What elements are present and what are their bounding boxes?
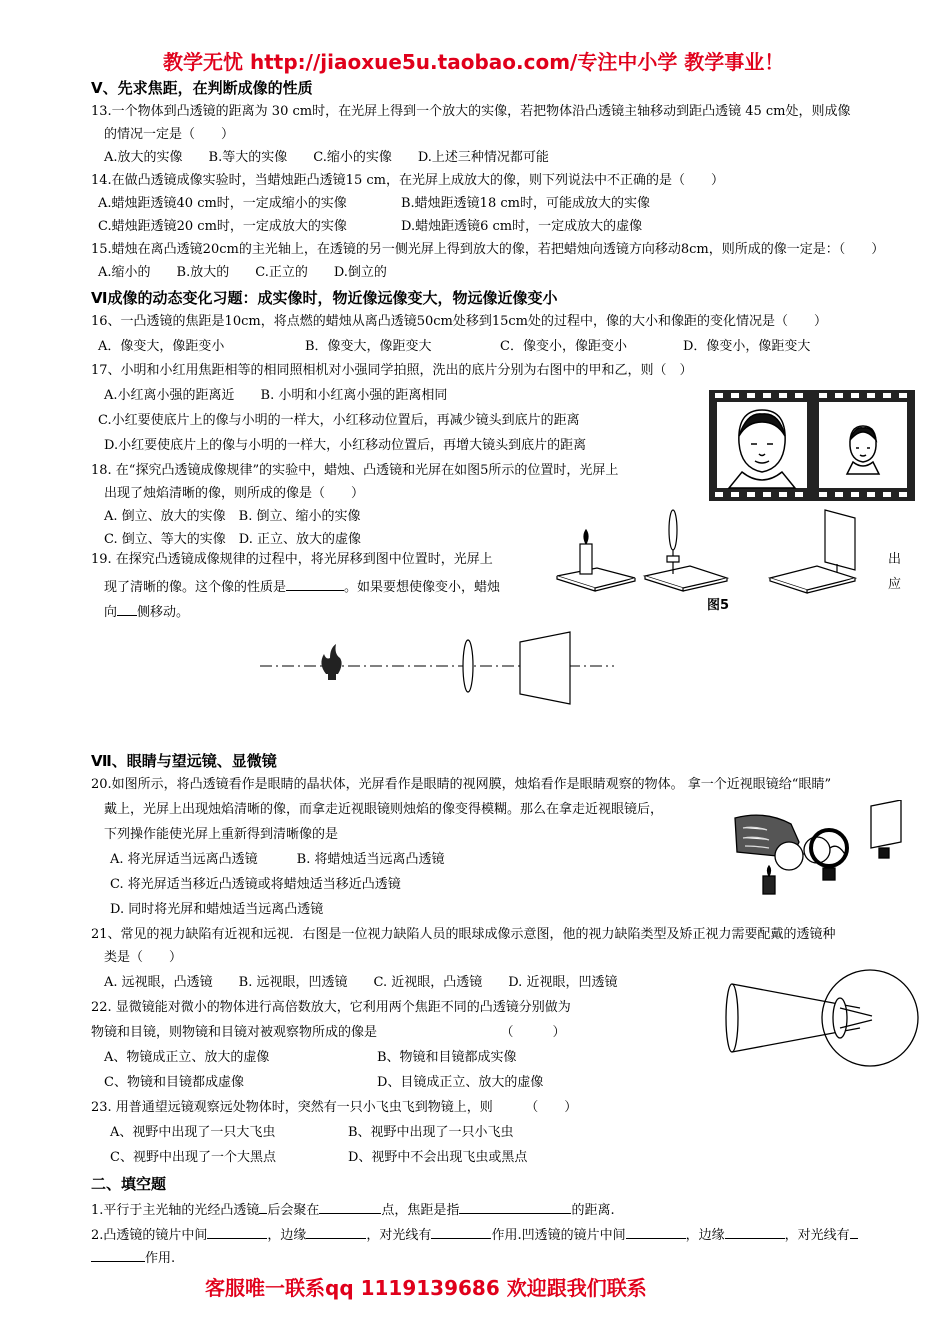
q20-option-c: C. 将光屏适当移近凸透镜或将蜡烛适当移近凸透镜 xyxy=(110,877,401,892)
q22-option-d: D、目镜成正立、放大的虚像 xyxy=(377,1075,544,1090)
fill2-text-2: ，边缘 xyxy=(267,1228,307,1243)
q14-option-d: D.蜡烛距透镜6 cm时，一定成放大的虚像 xyxy=(401,219,643,234)
fill2-text-3: ，对光线有 xyxy=(366,1228,432,1243)
q22-option-b: B、物镜和目镜都成实像 xyxy=(377,1050,517,1065)
q21-line2: 类是（ ） xyxy=(104,950,183,965)
fill1-text-1: 1.平行于主光轴的光经凸透镜 xyxy=(91,1203,260,1218)
q13-line2: 的情况一定是（ ） xyxy=(104,127,235,142)
q22-option-c: C、物镜和目镜都成虚像 xyxy=(104,1075,244,1090)
q23-option-b: B、视野中出现了一只小飞虫 xyxy=(348,1125,514,1140)
q19-line2-end: 应 xyxy=(888,577,902,592)
q19-line1: 19. 在探究凸透镜成像规律的过程中，将光屏移到图中位置时，光屏上 xyxy=(91,552,493,567)
section-5-title: Ⅴ、先求焦距，在判断成像的性质 xyxy=(91,79,313,97)
q15-options: A.缩小的 B.放大的 C.正立的 D.倒立的 xyxy=(98,265,387,280)
fill2-blank-5[interactable] xyxy=(725,1224,785,1239)
q20-option-ab: A. 将光屏适当远离凸透镜 B. 将蜡烛适当远离凸透镜 xyxy=(110,852,445,867)
q14-option-b: B.蜡烛距透镜18 cm时，可能成放大的实像 xyxy=(401,196,650,211)
footer-contact: 客服唯一联系qq 1119139686 欢迎跟我们联系 xyxy=(205,1276,647,1300)
q19-text-c: 向 xyxy=(104,605,118,620)
q21-options: A. 远视眼，凸透镜 B. 远视眼，凹透镜 C. 近视眼，凸透镜 D. 近视眼，凹透镜 xyxy=(104,975,618,990)
q20-line3: 下列操作能使光屏上重新得到清晰像的是 xyxy=(104,827,339,842)
fill2-text-6: ，对光线有 xyxy=(784,1228,850,1243)
q18-option-ab: A. 倒立、放大的实像 B. 倒立、缩小的实像 xyxy=(104,509,361,524)
q20-line2: 戴上，光屏上出现烛焰清晰的像，而拿走近视眼镜则烛焰的像变得模糊。那么在拿走近视眼镜后， xyxy=(104,802,664,817)
q14-option-c: C.蜡烛距透镜20 cm时，一定成放大的实像 xyxy=(98,219,347,234)
q22-line2: 物镜和目镜，则物镜和目镜对被观察物所成的像是 （ ） xyxy=(91,1025,566,1040)
q19-text-b: 。如果要想使像变小，蜡烛 xyxy=(344,580,501,595)
q23-line1: 23. 用普通望远镜观察远处物体时，突然有一只小飞虫飞到物镜上，则 （ ） xyxy=(91,1100,578,1115)
q16-option-d: D．像变小，像距变大 xyxy=(683,339,811,354)
q19-blank-direction[interactable] xyxy=(117,601,137,616)
fill2-line-2 xyxy=(91,1247,175,1268)
optical-bench-figure xyxy=(258,628,618,712)
section-6-title: Ⅵ成像的动态变化习题：成实像时，物近像远像变大，物远像近像变小 xyxy=(91,289,558,307)
q14-option-a: A.蜡烛距透镜40 cm时，一定成缩小的实像 xyxy=(98,196,347,211)
fill1-text-2: 后会聚在 xyxy=(267,1203,320,1218)
fill1-text-3: 点，焦距是指 xyxy=(381,1203,460,1218)
q16-option-b: B．像变大，像距变大 xyxy=(305,339,432,354)
q17-line1: 17、小明和小红用焦距相等的相同照相机对小强同学拍照，洗出的底片分别为右图中的甲和乙，则（ ） xyxy=(91,363,693,378)
q19-text-a: 现了清晰的像。这个像的性质是 xyxy=(104,580,287,595)
fill1-line xyxy=(91,1199,615,1220)
q14-line1: 14.在做凸透镜成像实验时，当蜡烛距凸透镜15 cm，在光屏上成放大的像，则下列说法中不正确的是（ ） xyxy=(91,173,724,188)
figure-5-label: 图5 xyxy=(707,598,730,613)
q18-option-cd: C. 倒立、等大的实像 D. 正立、放大的虚像 xyxy=(104,532,361,547)
q20-option-d: D. 同时将光屏和蜡烛适当远离凸透镜 xyxy=(110,902,324,917)
q18-line1: 18. 在“探究凸透镜成像规律”的实验中，蜡烛、凸透镜和光屏在如图5所示的位置时，光屏上 xyxy=(91,463,619,478)
eye-model-figure xyxy=(733,800,913,910)
q13-options: A.放大的实像 B.等大的实像 C.缩小的实像 D.上述三种情况都可能 xyxy=(104,150,549,165)
eye-diagram-figure xyxy=(722,968,927,1068)
q19-line2 xyxy=(104,576,500,597)
fill2-text-4: 作用.凹透镜的镜片中间 xyxy=(491,1228,626,1243)
q16-option-a: A．像变大，像距变小 xyxy=(98,339,225,354)
q18-line2: 出现了烛焰清晰的像，则所成的像是（ ） xyxy=(104,486,365,501)
header-banner: 教学无忧 http://jiaoxue5u.taobao.com/专注中小学 教学事业！ xyxy=(163,50,785,74)
q22-line1: 22. 显微镜能对微小的物体进行高倍数放大，它利用两个焦距不同的凸透镜分别做为 xyxy=(91,1000,571,1015)
fill2-blank-4[interactable] xyxy=(626,1224,686,1239)
fill2-text-1: 2.凸透镜的镜片中间 xyxy=(91,1228,208,1243)
q15-line1: 15.蜡烛在离凸透镜20cm的主光轴上，在透镜的另一侧光屏上得到放大的像，若把蜡烛向透镜方向移动8cm，则所成的像一定是：（ ） xyxy=(91,242,885,257)
fill1-blank-2[interactable] xyxy=(319,1199,381,1214)
fill1-text-4: 的距离. xyxy=(571,1203,615,1218)
q23-option-d: D、视野中不会出现飞虫或黑点 xyxy=(348,1150,528,1165)
q21-line1: 21、常见的视力缺陷有近视和远视．右图是一位视力缺陷人员的眼球成像示意图，他的视力缺陷类型及矫正视力需要配戴的透镜种 xyxy=(91,927,836,942)
film-negatives-figure xyxy=(707,388,917,503)
fill2-line xyxy=(91,1224,858,1245)
fill2-blank-6b[interactable] xyxy=(91,1247,145,1262)
q16-option-c: C．像变小，像距变小 xyxy=(500,339,627,354)
fill2-blank-3[interactable] xyxy=(431,1224,491,1239)
q19-blank-nature[interactable] xyxy=(286,576,344,591)
q17-option-d: D.小红要使底片上的像与小明的一样大，小红移动位置后，再增大镜头到底片的距离 xyxy=(104,438,587,453)
q17-option-ab: A.小红离小强的距离近 B. 小明和小红离小强的距离相同 xyxy=(104,388,448,403)
q22-option-a: A、物镜成正立、放大的虚像 xyxy=(104,1050,270,1065)
q19-line3 xyxy=(104,601,189,622)
section-7-title: Ⅶ、眼睛与望远镜、显微镜 xyxy=(91,752,277,770)
q23-option-a: A、视野中出现了一只大飞虫 xyxy=(110,1125,276,1140)
fill2-blank-1[interactable] xyxy=(207,1224,267,1239)
fill2-text-5: ，边缘 xyxy=(685,1228,725,1243)
fill2-blank-2[interactable] xyxy=(306,1224,366,1239)
fill2-blank-6a[interactable] xyxy=(850,1224,858,1239)
q19-line1-end: 出 xyxy=(888,552,902,567)
q17-option-c: C.小红要使底片上的像与小明的一样大，小红移动位置后，再减少镜头到底片的距离 xyxy=(98,413,580,428)
q16-line1: 16、一凸透镜的焦距是10cm，将点燃的蜡烛从离凸透镜50cm处移到15cm处的过程中，像的大小和像距的变化情况是（ ） xyxy=(91,314,827,329)
q13-line1: 13.一个物体到凸透镜的距离为 30 cm时，在光屏上得到一个放大的实像，若把物体沿凸透镜主轴移动到距凸透镜 45 cm处，则成像 xyxy=(91,104,851,119)
q23-option-c: C、视野中出现了一个大黑点 xyxy=(110,1150,276,1165)
figure-5-apparatus xyxy=(555,508,885,610)
q20-line1: 20.如图所示，将凸透镜看作是眼睛的晶状体，光屏看作是眼睛的视网膜，烛焰看作是眼睛观察的物体。 拿一个近视眼镜给“眼睛” xyxy=(91,777,832,792)
fill1-blank-3[interactable] xyxy=(459,1199,571,1214)
fill2-text-7: 作用. xyxy=(145,1251,176,1266)
q19-text-d: 侧移动。 xyxy=(137,605,190,620)
section-fill-title: 二、填空题 xyxy=(91,1175,167,1193)
